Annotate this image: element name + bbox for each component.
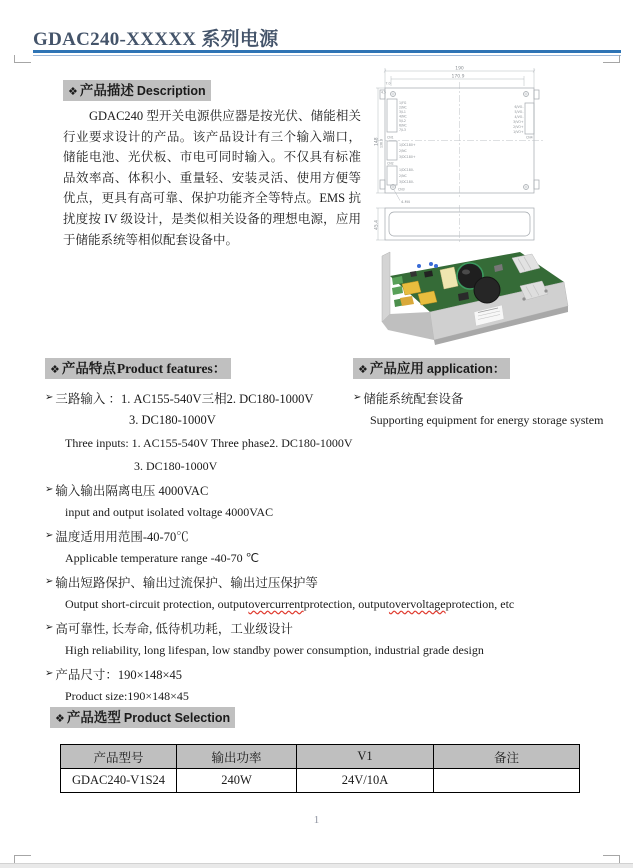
feature-text: 高可靠性, 长寿命, 低待机功耗，工业级设计: [55, 621, 293, 636]
svg-text:6/NC: 6/NC: [399, 123, 407, 128]
spellcheck-word: overcurrent: [248, 597, 304, 611]
arrow-bullet-icon: ➢: [45, 530, 54, 541]
application-line: [353, 409, 618, 432]
svg-text:45.4: 45.4: [374, 219, 380, 230]
feature-text: High reliability, long lifespan, low standby power consumption, industrial grade design: [65, 643, 484, 657]
svg-text:1/DC180-: 1/DC180-: [399, 168, 415, 172]
svg-text:3/DC180+: 3/DC180+: [399, 155, 416, 159]
features-section-heading: [45, 358, 231, 379]
connector-cn2: [387, 141, 416, 166]
svg-text:3/VO+: 3/VO+: [513, 120, 524, 124]
feature-text: Product size:190×148×45: [65, 689, 189, 703]
svg-text:3/DC180-: 3/DC180-: [399, 180, 415, 184]
feature-line: [45, 570, 363, 593]
description-section-heading: [63, 80, 211, 101]
selection-heading-en: Product Selection: [123, 711, 231, 725]
margin-mark-bottom-left: [14, 855, 31, 863]
connector-cn3: [387, 166, 414, 192]
arrow-bullet-icon: ➢: [45, 484, 54, 495]
feature-line: [45, 685, 363, 708]
description-heading-en: Description: [136, 84, 206, 98]
feature-text: 3. DC180-1000V: [129, 413, 216, 427]
svg-text:190: 190: [455, 66, 464, 72]
svg-text:4/VO-: 4/VO-: [514, 115, 524, 119]
feature-text: 三路输入 ：1. AC155-540V三相2. DC180-1000V: [55, 391, 314, 406]
svg-text:148: 148: [374, 137, 380, 146]
page-number: 1: [313, 814, 320, 826]
arrow-bullet-icon: ➢: [45, 392, 54, 403]
feature-line: [45, 455, 363, 478]
features-heading-zh: 产品特点: [61, 361, 116, 376]
application-section-heading: [353, 358, 510, 379]
column-header-model: 产品型号: [61, 745, 177, 769]
drawing-top-view: [376, 82, 544, 199]
product-photo: [374, 242, 574, 350]
svg-text:CN3: CN3: [398, 187, 405, 192]
arrow-bullet-icon: ➢: [45, 576, 54, 587]
feature-line: [45, 662, 363, 685]
feature-text: input and output isolated voltage 4000VAC: [65, 505, 274, 519]
spellcheck-word: overvoltage: [388, 597, 446, 611]
title-underline-thick: [33, 50, 621, 53]
feature-line: [45, 409, 363, 432]
product-selection-table: [60, 744, 580, 793]
feature-line: [45, 501, 363, 524]
cell-note: [434, 769, 580, 793]
feature-text: 3. DC180-1000V: [134, 459, 218, 473]
feature-line-with-spellcheck: [45, 593, 515, 616]
svg-text:6/VO-: 6/VO-: [514, 105, 524, 109]
application-list: [353, 386, 618, 432]
svg-text:1/DC180+: 1/DC180+: [399, 143, 416, 147]
diamond-icon: ❖: [55, 712, 65, 725]
connector-cn4: [513, 103, 534, 140]
svg-text:4/NC: 4/NC: [399, 114, 407, 119]
feature-line: [45, 524, 363, 547]
feature-text: protection, etc: [445, 597, 515, 611]
application-heading-en: application：: [426, 362, 506, 376]
application-line: [353, 386, 618, 409]
feature-line: [45, 478, 363, 501]
svg-text:2/NC: 2/NC: [399, 174, 407, 178]
features-heading-en: Product features：: [116, 361, 227, 376]
dimension-drawing: [374, 62, 632, 248]
column-header-v1: V1: [297, 745, 434, 769]
feature-text: 输入输出隔离电压 4000VAC: [55, 483, 209, 498]
page-title: GDAC240-XXXXX 系列电源: [33, 29, 279, 50]
svg-text:7.0: 7.0: [385, 81, 391, 86]
svg-text:2/NC: 2/NC: [399, 105, 407, 110]
application-heading-zh: 产品应用: [369, 361, 424, 376]
description-heading-zh: 产品描述: [79, 83, 134, 98]
svg-text:5/L2: 5/L2: [399, 119, 406, 123]
svg-text:3/L1: 3/L1: [399, 110, 406, 114]
feature-text: 输出短路保护、输出过流保护、输出过压保护等: [55, 575, 318, 590]
feature-line: [45, 547, 363, 570]
drawing-side-view: [374, 205, 534, 243]
table-header-row: [61, 745, 580, 769]
svg-text:1/FG: 1/FG: [399, 101, 407, 105]
selection-heading-zh: 产品选型: [66, 710, 121, 725]
diamond-icon: ❖: [68, 85, 78, 98]
arrow-bullet-icon: ➢: [45, 622, 54, 633]
cell-model: GDAC240-V1S24: [61, 769, 177, 793]
svg-text:7/L3: 7/L3: [399, 128, 406, 132]
margin-mark-top-left: [14, 55, 31, 63]
feature-text: 温度适用用范围-40-70℃: [55, 529, 189, 544]
feature-text: Output short-circuit protection, output: [65, 597, 249, 611]
table-row: [61, 769, 580, 793]
feature-text: Three inputs: 1. AC155-540V Three phase2. DC180-1000V: [65, 436, 353, 450]
description-paragraph: GDAC240 型开关电源供应器是按光伏、储能相关行业要求设计的产品。该产品设计有三个输入端口，储能电池、光伏板、市电可同时输入。不仅具有标准品效率高、体积小、重量轻、安装灵活、使用方便等优点，更具有高可靠、保护功能齐全等特点。EMS 抗扰度按 IV 级设计，是类似相关设备的理想电源，应用于储能系统等相似配套设备中。: [63, 109, 361, 247]
svg-text:CN4: CN4: [526, 135, 533, 140]
column-header-power: 输出功率: [177, 745, 297, 769]
title-underline-thin: [33, 55, 621, 56]
svg-text:170.9: 170.9: [451, 74, 465, 80]
feature-line: [45, 639, 484, 662]
feature-text: protection, output: [303, 597, 389, 611]
cell-v1: 24V/10A: [297, 769, 434, 793]
svg-text:5/VO-: 5/VO-: [514, 110, 524, 114]
svg-text:2/NC: 2/NC: [399, 149, 407, 153]
diamond-icon: ❖: [50, 363, 60, 376]
application-text: Supporting equipment for energy storage system: [370, 413, 604, 427]
margin-mark-bottom-right: [603, 855, 620, 863]
feature-text: 产品尺寸：190×148×45: [55, 667, 182, 682]
feature-line: [45, 432, 363, 455]
application-text: 储能系统配套设备: [363, 391, 464, 406]
diamond-icon: ❖: [358, 363, 368, 376]
svg-text:4-M4: 4-M4: [401, 200, 410, 204]
cell-power: 240W: [177, 769, 297, 793]
svg-text:2/VO+: 2/VO+: [513, 125, 524, 129]
feature-text: Applicable temperature range -40-70 ℃: [65, 551, 260, 565]
connector-cn1: [387, 99, 407, 140]
column-header-note: 备注: [434, 745, 580, 769]
svg-text:1/VO+: 1/VO+: [513, 130, 524, 134]
svg-text:136.9: 136.9: [379, 138, 384, 148]
arrow-bullet-icon: ➢: [45, 668, 54, 679]
arrow-bullet-icon: ➢: [353, 392, 362, 403]
svg-text:CN2: CN2: [387, 161, 394, 166]
selection-section-heading: [50, 707, 235, 728]
page-edge-strip: [0, 863, 633, 868]
feature-line: [45, 386, 363, 409]
svg-text:CN1: CN1: [387, 135, 394, 140]
feature-line: [45, 616, 363, 639]
svg-text:4.5: 4.5: [381, 90, 387, 95]
